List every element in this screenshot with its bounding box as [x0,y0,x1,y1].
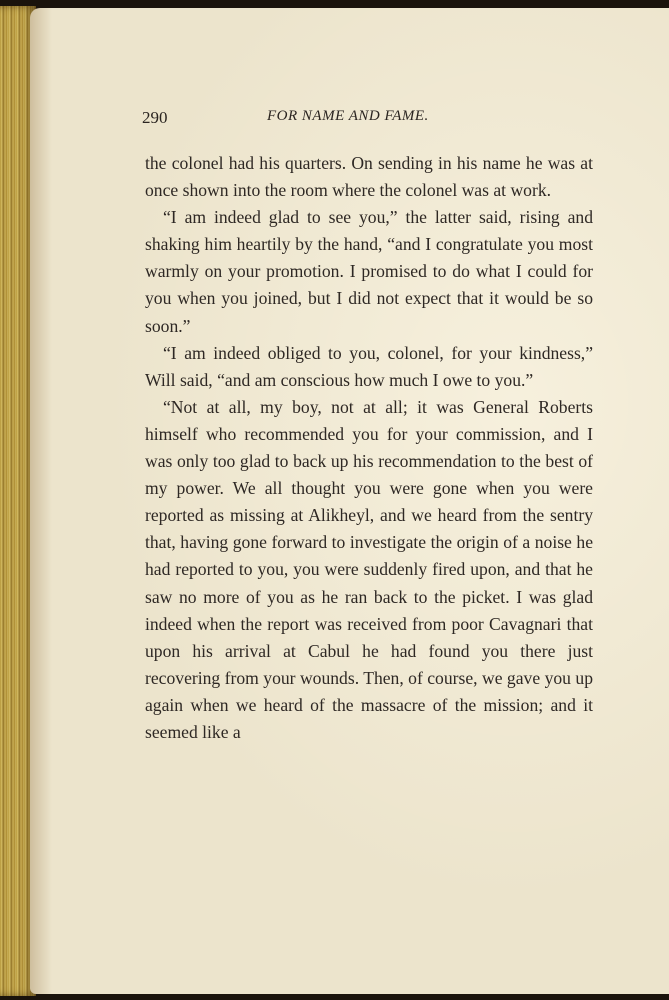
running-title: FOR NAME AND FAME. [267,108,429,124]
page-header [142,108,472,130]
body-text [145,150,593,746]
paragraph: “I am indeed glad to see you,” the latter said, rising and shaking him heartily by the hand, “and I congratulate you most warmly on your promotion. I promised to do what I could for you when you joined, but I did not expect that it would be so soon.” [145,207,593,336]
paragraph: the colonel had his quarters. On sending in his name he was at once shown into the room where the colonel was at work. [145,153,593,201]
paragraph: “Not at all, my boy, not at all; it was General Roberts himself who recommended you for your commission, and I was only too glad to back up his recommendation to the best of my power. We all thought you were gone when you were reported as missing at Alikheyl, and we heard from the sentry that, having gone forward to investigate the origin of a noise he had reported to you, you were suddenly fired upon, and that he saw no more of you as he ran back to the picket. I was glad indeed when the report was received from poor Cavagnari that upon his arrival at Cabul he had found you there just recovering from your wounds. Then, of course, we gave you up again when we heard of the massacre of the mission; and it seemed like a [145,396,593,742]
paragraph: “I am indeed obliged to you, colonel, for your kindness,” Will said, “and am conscious how much I owe to you.” [145,342,593,390]
page-number: 290 [142,108,168,127]
